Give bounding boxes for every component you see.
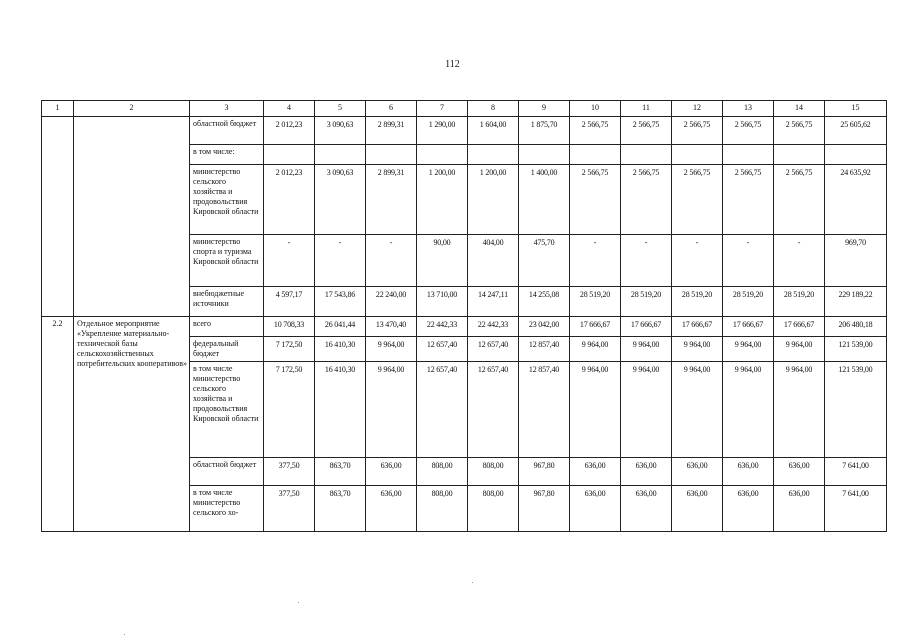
value-cell: 12 657,40 [417, 362, 468, 458]
value-cell: 28 519,20 [774, 287, 825, 317]
value-cell: 475,70 [519, 235, 570, 287]
row-label: внебюджетные источники [190, 287, 264, 317]
value-cell: 636,00 [723, 458, 774, 486]
value-cell: 12 657,40 [468, 362, 519, 458]
value-cell: 1 875,70 [519, 117, 570, 145]
value-cell: 9 964,00 [672, 362, 723, 458]
value-cell [672, 145, 723, 165]
value-cell: 28 519,20 [570, 287, 621, 317]
value-cell [417, 145, 468, 165]
value-cell: 2 012,23 [264, 165, 315, 235]
value-cell [519, 145, 570, 165]
value-cell: 12 657,40 [468, 337, 519, 362]
value-cell: 9 964,00 [723, 362, 774, 458]
value-cell: 10 708,33 [264, 317, 315, 337]
value-cell [570, 145, 621, 165]
row-label: областной бюджет [190, 458, 264, 486]
value-cell: 863,70 [315, 458, 366, 486]
group-number: 2.2 [42, 317, 74, 532]
value-cell: 2 899,31 [366, 117, 417, 145]
value-cell: 17 666,67 [570, 317, 621, 337]
value-cell: 22 442,33 [417, 317, 468, 337]
header-cell: 6 [366, 101, 417, 117]
value-cell: 636,00 [672, 486, 723, 532]
value-cell [315, 145, 366, 165]
value-cell: 206 480,18 [825, 317, 887, 337]
value-cell: 121 539,00 [825, 362, 887, 458]
header-cell: 12 [672, 101, 723, 117]
header-row [42, 101, 887, 117]
value-cell: 1 604,00 [468, 117, 519, 145]
value-cell: 9 964,00 [621, 362, 672, 458]
value-cell: 23 042,00 [519, 317, 570, 337]
value-cell: 9 964,00 [774, 337, 825, 362]
value-cell: 969,70 [825, 235, 887, 287]
value-cell: 2 566,75 [570, 165, 621, 235]
header-cell: 3 [190, 101, 264, 117]
value-cell: 12 657,40 [417, 337, 468, 362]
value-cell: - [723, 235, 774, 287]
value-cell: 28 519,20 [621, 287, 672, 317]
value-cell [366, 145, 417, 165]
value-cell: 863,70 [315, 486, 366, 532]
group-title: Отдельное мероприятие «Укрепление материально-технической базы сельскохозяйственных потребительских кооперативов» [74, 317, 190, 532]
value-cell: 24 635,92 [825, 165, 887, 235]
value-cell: 1 290,00 [417, 117, 468, 145]
row-label: областной бюджет [190, 117, 264, 145]
value-cell: 9 964,00 [570, 337, 621, 362]
value-cell: 3 090,63 [315, 117, 366, 145]
value-cell: 14 247,11 [468, 287, 519, 317]
value-cell: 967,80 [519, 486, 570, 532]
value-cell: 808,00 [417, 458, 468, 486]
group-title-cell [74, 117, 190, 317]
value-cell: 1 200,00 [468, 165, 519, 235]
value-cell: - [315, 235, 366, 287]
row-label: министерство спорта и туризма Кировской области [190, 235, 264, 287]
value-cell: 25 605,62 [825, 117, 887, 145]
value-cell: 7 172,50 [264, 362, 315, 458]
value-cell: 2 012,23 [264, 117, 315, 145]
header-cell: 7 [417, 101, 468, 117]
header-cell: 15 [825, 101, 887, 117]
value-cell: 4 597,17 [264, 287, 315, 317]
header-cell: 1 [42, 101, 74, 117]
value-cell: 9 964,00 [621, 337, 672, 362]
value-cell [264, 145, 315, 165]
value-cell: 636,00 [366, 486, 417, 532]
value-cell: 636,00 [570, 458, 621, 486]
header-cell: 2 [74, 101, 190, 117]
page-number: 112 [445, 59, 460, 70]
table-row [42, 317, 887, 337]
value-cell: 17 666,67 [672, 317, 723, 337]
value-cell: 2 566,75 [672, 165, 723, 235]
value-cell: 404,00 [468, 235, 519, 287]
value-cell: 636,00 [774, 458, 825, 486]
value-cell [621, 145, 672, 165]
value-cell: 967,80 [519, 458, 570, 486]
value-cell: 3 090,63 [315, 165, 366, 235]
value-cell: 17 666,67 [621, 317, 672, 337]
value-cell: 14 255,08 [519, 287, 570, 317]
header-cell: 9 [519, 101, 570, 117]
row-label: в том числе министерство сельского хозяйства и продовольствия Кировской области [190, 362, 264, 458]
value-cell: 26 041,44 [315, 317, 366, 337]
value-cell: 7 641,00 [825, 486, 887, 532]
row-label: министерство сельского хозяйства и продовольствия Кировской области [190, 165, 264, 235]
value-cell: 2 566,75 [570, 117, 621, 145]
value-cell: 377,50 [264, 458, 315, 486]
value-cell: 1 400,00 [519, 165, 570, 235]
value-cell: 636,00 [621, 458, 672, 486]
value-cell: 2 566,75 [621, 117, 672, 145]
header-cell: 11 [621, 101, 672, 117]
value-cell: 2 899,31 [366, 165, 417, 235]
value-cell: 636,00 [672, 458, 723, 486]
value-cell: 808,00 [468, 458, 519, 486]
value-cell: 90,00 [417, 235, 468, 287]
value-cell [468, 145, 519, 165]
value-cell: - [264, 235, 315, 287]
header-cell: 8 [468, 101, 519, 117]
value-cell: 17 543,86 [315, 287, 366, 317]
table-row [42, 117, 887, 145]
value-cell: 9 964,00 [366, 337, 417, 362]
value-cell: 9 964,00 [366, 362, 417, 458]
value-cell: 636,00 [366, 458, 417, 486]
row-label: в том числе министерство сельского хо- [190, 486, 264, 532]
value-cell: 28 519,20 [672, 287, 723, 317]
value-cell: - [570, 235, 621, 287]
value-cell: 12 857,40 [519, 362, 570, 458]
group-number-cell [42, 117, 74, 317]
value-cell: 16 410,30 [315, 362, 366, 458]
value-cell: 636,00 [774, 486, 825, 532]
value-cell: 28 519,20 [723, 287, 774, 317]
header-cell: 10 [570, 101, 621, 117]
value-cell: 16 410,30 [315, 337, 366, 362]
value-cell: 2 566,75 [621, 165, 672, 235]
value-cell: 7 172,50 [264, 337, 315, 362]
value-cell: 1 200,00 [417, 165, 468, 235]
value-cell: 2 566,75 [723, 117, 774, 145]
header-cell: 4 [264, 101, 315, 117]
row-label: всего [190, 317, 264, 337]
value-cell: 9 964,00 [774, 362, 825, 458]
value-cell: 2 566,75 [672, 117, 723, 145]
value-cell: 22 240,00 [366, 287, 417, 317]
value-cell: 9 964,00 [672, 337, 723, 362]
value-cell: 636,00 [723, 486, 774, 532]
value-cell: 808,00 [468, 486, 519, 532]
value-cell [723, 145, 774, 165]
value-cell: 636,00 [570, 486, 621, 532]
header-cell: 14 [774, 101, 825, 117]
value-cell: - [621, 235, 672, 287]
value-cell: - [366, 235, 417, 287]
row-label: федеральный бюджет [190, 337, 264, 362]
value-cell: 7 641,00 [825, 458, 887, 486]
value-cell [774, 145, 825, 165]
value-cell: 808,00 [417, 486, 468, 532]
value-cell: 636,00 [621, 486, 672, 532]
value-cell: 17 666,67 [774, 317, 825, 337]
header-cell: 13 [723, 101, 774, 117]
value-cell: - [672, 235, 723, 287]
value-cell [825, 145, 887, 165]
value-cell: 2 566,75 [774, 117, 825, 145]
header-cell: 5 [315, 101, 366, 117]
row-label: в том числе: [190, 145, 264, 165]
value-cell: 2 566,75 [723, 165, 774, 235]
value-cell: - [774, 235, 825, 287]
value-cell: 13 470,40 [366, 317, 417, 337]
value-cell: 229 189,22 [825, 287, 887, 317]
value-cell: 17 666,67 [723, 317, 774, 337]
value-cell: 377,50 [264, 486, 315, 532]
value-cell: 12 857,40 [519, 337, 570, 362]
value-cell: 9 964,00 [723, 337, 774, 362]
value-cell: 22 442,33 [468, 317, 519, 337]
value-cell: 13 710,00 [417, 287, 468, 317]
value-cell: 2 566,75 [774, 165, 825, 235]
value-cell: 121 539,00 [825, 337, 887, 362]
value-cell: 9 964,00 [570, 362, 621, 458]
budget-table [41, 100, 887, 532]
